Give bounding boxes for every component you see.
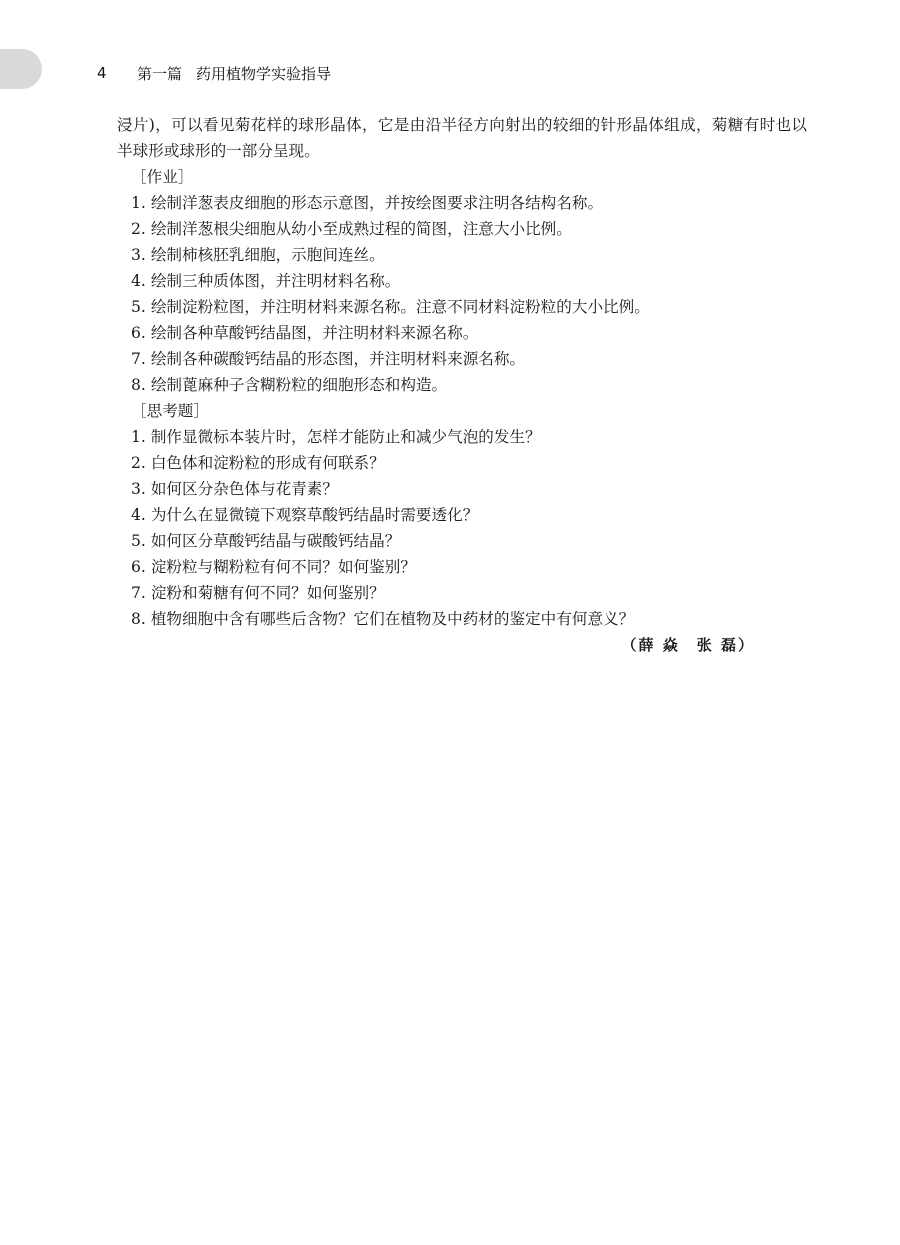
question-item: 3. 如何区分杂色体与花青素？ xyxy=(131,480,338,498)
homework-title: ［作业］ xyxy=(131,168,194,186)
page-edge-tab xyxy=(0,49,42,89)
question-item: 8. 植物细胞中含有哪些后含物？它们在植物及中药材的鉴定中有何意义？ xyxy=(131,610,635,628)
homework-item: 2. 绘制洋葱根尖细胞从幼小至成熟过程的简图，注意大小比例。 xyxy=(131,220,572,238)
running-header xyxy=(97,62,331,84)
questions-list xyxy=(117,424,807,632)
homework-item: 5. 绘制淀粉粒图，并注明材料来源名称。注意不同材料淀粉粒的大小比例。 xyxy=(131,298,650,316)
author-credit: （薛 焱 张 磊） xyxy=(621,636,755,654)
homework-item: 3. 绘制柿核胚乳细胞，示胞间连丝。 xyxy=(131,246,385,264)
questions-title: ［思考题］ xyxy=(131,402,209,420)
question-item: 4. 为什么在显微镜下观察草酸钙结晶时需要透化？ xyxy=(131,506,479,524)
homework-item: 6. 绘制各种草酸钙结晶图，并注明材料来源名称。 xyxy=(131,324,479,342)
intro-paragraph: 浸片)，可以看见菊花样的球形晶体，它是由沿半径方向射出的较细的针形晶体组成，菊糖有时也以半球形或球形的一部分呈现。 xyxy=(117,116,807,160)
question-item: 5. 如何区分草酸钙结晶与碳酸钙结晶？ xyxy=(131,532,401,550)
question-item: 6. 淀粉粒与糊粉粒有何不同？如何鉴别？ xyxy=(131,558,416,576)
book-title: 药用植物学实验指导 xyxy=(196,64,332,83)
question-item: 7. 淀粉和菊糖有何不同？如何鉴别？ xyxy=(131,584,385,602)
homework-item: 1. 绘制洋葱表皮细胞的形态示意图，并按绘图要求注明各结构名称。 xyxy=(131,194,604,212)
question-item: 1. 制作显微标本装片时，怎样才能防止和减少气泡的发生？ xyxy=(131,428,541,446)
homework-item: 4. 绘制三种质体图，并注明材料名称。 xyxy=(131,272,401,290)
homework-list xyxy=(117,190,807,398)
homework-item: 8. 绘制蓖麻种子含糊粉粒的细胞形态和构造。 xyxy=(131,376,448,394)
page-body xyxy=(117,112,807,658)
page-number: 4 xyxy=(97,64,107,82)
homework-item: 7. 绘制各种碳酸钙结晶的形态图，并注明材料来源名称。 xyxy=(131,350,526,368)
part-label: 第一篇 xyxy=(137,64,183,83)
question-item: 2. 白色体和淀粉粒的形成有何联系？ xyxy=(131,454,385,472)
